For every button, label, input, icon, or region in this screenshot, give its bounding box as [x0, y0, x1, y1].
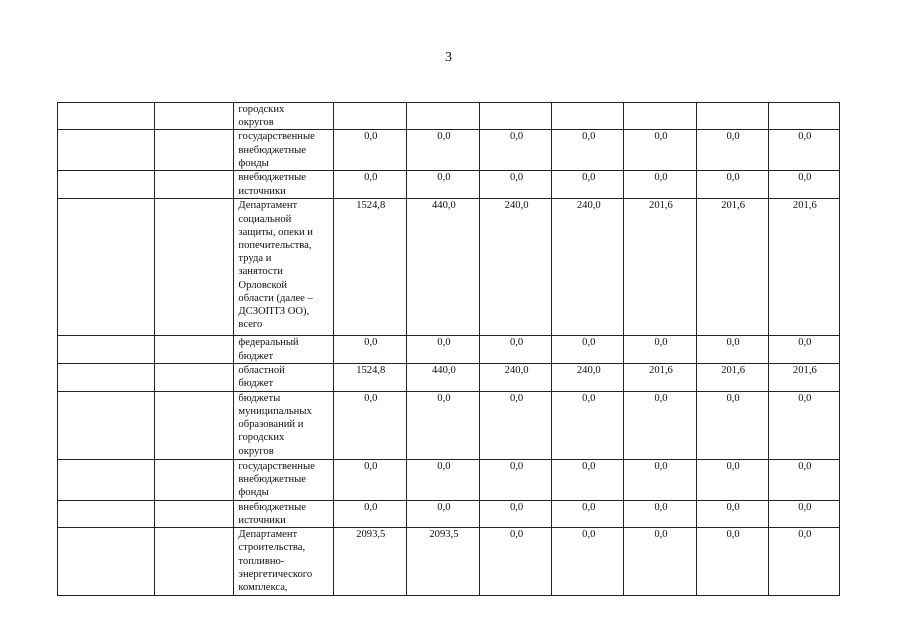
amount-cell: 240,0 — [552, 199, 624, 336]
empty-number-cell — [58, 199, 155, 336]
amount-cell: 0,0 — [624, 130, 696, 171]
amount-cell: 201,6 — [624, 363, 696, 391]
funding-source-line: источники — [238, 515, 286, 527]
amount-cell: 0,0 — [552, 171, 624, 199]
amount-cell — [333, 103, 406, 130]
amount-cell: 0,0 — [480, 459, 552, 500]
empty-number-cell — [58, 528, 155, 596]
amount-cell: 0,0 — [552, 391, 624, 459]
amount-cell: 0,0 — [552, 459, 624, 500]
amount-cell: 0,0 — [406, 336, 479, 363]
amount-cell: 0,0 — [696, 391, 768, 459]
funding-source-line: государственные — [238, 460, 315, 472]
amount-cell: 2093,5 — [333, 528, 406, 596]
funding-source-line: фонды — [238, 157, 269, 169]
funding-source-line: округов — [238, 445, 274, 457]
empty-program-cell — [155, 199, 234, 336]
amount-cell: 0,0 — [406, 500, 479, 527]
funding-source-line: бюджеты — [238, 392, 281, 404]
funding-source-line: области (далее – — [238, 292, 313, 304]
funding-source-cell — [234, 130, 333, 171]
funding-source-line: муниципальных — [238, 406, 312, 418]
table-row — [58, 130, 840, 171]
amount-cell: 1524,8 — [333, 199, 406, 336]
funding-source-line: комплекса, — [238, 582, 288, 594]
amount-cell — [552, 103, 624, 130]
amount-cell: 0,0 — [768, 500, 839, 527]
empty-program-cell — [155, 500, 234, 527]
empty-program-cell — [155, 528, 234, 596]
table-row — [58, 391, 840, 459]
amount-cell: 0,0 — [480, 391, 552, 459]
empty-program-cell — [155, 459, 234, 500]
amount-cell: 0,0 — [624, 459, 696, 500]
page-number: 3 — [445, 50, 452, 65]
funding-source-cell — [234, 171, 333, 199]
funding-source-line: областной — [238, 364, 285, 376]
amount-cell: 0,0 — [696, 336, 768, 363]
funding-source-line: Орловской — [238, 279, 288, 291]
amount-cell: 0,0 — [333, 459, 406, 500]
funding-source-line: Департамент — [238, 200, 298, 212]
funding-source-line: Департамент — [238, 529, 298, 541]
amount-cell: 0,0 — [552, 130, 624, 171]
amount-cell: 0,0 — [406, 130, 479, 171]
amount-cell: 0,0 — [552, 528, 624, 596]
table-row — [58, 528, 840, 596]
empty-program-cell — [155, 171, 234, 199]
funding-source-line: городских — [238, 432, 285, 444]
funding-source-line: топливно- — [238, 555, 285, 567]
funding-source-cell — [234, 500, 333, 527]
funding-source-line: попечительства, — [238, 240, 312, 252]
amount-cell: 0,0 — [696, 500, 768, 527]
amount-cell: 0,0 — [406, 391, 479, 459]
empty-number-cell — [58, 391, 155, 459]
funding-source-cell — [234, 103, 333, 130]
funding-source-cell — [234, 528, 333, 596]
amount-cell: 2093,5 — [406, 528, 479, 596]
amount-cell: 0,0 — [480, 500, 552, 527]
amount-cell: 0,0 — [333, 130, 406, 171]
funding-source-line: труда и — [238, 253, 272, 265]
amount-cell — [696, 103, 768, 130]
amount-cell: 0,0 — [480, 528, 552, 596]
amount-cell — [768, 103, 839, 130]
funding-source-line: социальной — [238, 213, 292, 225]
funding-source-cell — [234, 199, 333, 336]
empty-number-cell — [58, 171, 155, 199]
amount-cell — [406, 103, 479, 130]
amount-cell: 0,0 — [768, 130, 839, 171]
amount-cell: 0,0 — [624, 171, 696, 199]
amount-cell: 0,0 — [696, 528, 768, 596]
empty-program-cell — [155, 336, 234, 363]
funding-source-line: округов — [238, 117, 274, 129]
funding-source-line: бюджет — [238, 350, 274, 362]
empty-number-cell — [58, 336, 155, 363]
funding-source-cell — [234, 391, 333, 459]
amount-cell: 440,0 — [406, 363, 479, 391]
amount-cell: 0,0 — [406, 459, 479, 500]
funding-source-line: занятости — [238, 266, 283, 278]
empty-program-cell — [155, 391, 234, 459]
funding-source-line: строительства, — [238, 542, 306, 554]
amount-cell: 0,0 — [624, 500, 696, 527]
amount-cell: 1524,8 — [333, 363, 406, 391]
amount-cell: 0,0 — [768, 391, 839, 459]
amount-cell: 0,0 — [696, 459, 768, 500]
empty-program-cell — [155, 130, 234, 171]
table-row — [58, 103, 840, 130]
amount-cell: 0,0 — [333, 391, 406, 459]
amount-cell: 0,0 — [768, 336, 839, 363]
amount-cell: 0,0 — [768, 171, 839, 199]
table-row — [58, 459, 840, 500]
empty-number-cell — [58, 363, 155, 391]
amount-cell: 201,6 — [624, 199, 696, 336]
amount-cell: 0,0 — [624, 336, 696, 363]
funding-source-line: фонды — [238, 487, 269, 499]
amount-cell: 0,0 — [552, 500, 624, 527]
amount-cell: 0,0 — [624, 528, 696, 596]
funding-source-line: бюджет — [238, 378, 274, 390]
amount-cell: 0,0 — [768, 459, 839, 500]
table-row — [58, 199, 840, 336]
funding-source-cell — [234, 363, 333, 391]
funding-source-line: ДСЗОПТЗ ОО), — [238, 306, 310, 318]
amount-cell: 0,0 — [480, 130, 552, 171]
amount-cell: 0,0 — [333, 500, 406, 527]
table-row — [58, 336, 840, 363]
budget-table — [57, 102, 840, 596]
table-row — [58, 363, 840, 391]
amount-cell: 0,0 — [768, 528, 839, 596]
empty-number-cell — [58, 130, 155, 171]
funding-source-line: внебюджетные — [238, 172, 306, 184]
funding-source-line: государственные — [238, 131, 315, 143]
funding-source-line: внебюджетные — [238, 144, 306, 156]
table-row — [58, 171, 840, 199]
amount-cell: 240,0 — [480, 199, 552, 336]
amount-cell: 0,0 — [696, 130, 768, 171]
empty-number-cell — [58, 103, 155, 130]
funding-source-line: энергетического — [238, 568, 313, 580]
amount-cell: 0,0 — [480, 171, 552, 199]
funding-source-line: городских — [238, 104, 285, 115]
amount-cell: 201,6 — [768, 363, 839, 391]
amount-cell: 0,0 — [552, 336, 624, 363]
amount-cell: 0,0 — [406, 171, 479, 199]
funding-source-line: образований и — [238, 419, 304, 431]
amount-cell: 0,0 — [624, 391, 696, 459]
funding-source-line: внебюджетные — [238, 474, 306, 486]
funding-source-line: источники — [238, 185, 286, 197]
funding-source-line: защиты, опеки и — [238, 226, 313, 238]
amount-cell — [480, 103, 552, 130]
budget-table-body — [58, 103, 840, 596]
table-row — [58, 500, 840, 527]
amount-cell: 201,6 — [696, 363, 768, 391]
empty-program-cell — [155, 103, 234, 130]
amount-cell: 0,0 — [696, 171, 768, 199]
amount-cell: 201,6 — [696, 199, 768, 336]
empty-number-cell — [58, 459, 155, 500]
amount-cell — [624, 103, 696, 130]
amount-cell: 240,0 — [480, 363, 552, 391]
amount-cell: 0,0 — [333, 171, 406, 199]
amount-cell: 0,0 — [333, 336, 406, 363]
funding-source-line: федеральный — [238, 337, 299, 349]
funding-source-cell — [234, 459, 333, 500]
amount-cell: 201,6 — [768, 199, 839, 336]
amount-cell: 440,0 — [406, 199, 479, 336]
empty-program-cell — [155, 363, 234, 391]
funding-source-line: внебюджетные — [238, 501, 306, 513]
amount-cell: 0,0 — [480, 336, 552, 363]
amount-cell: 240,0 — [552, 363, 624, 391]
empty-number-cell — [58, 500, 155, 527]
funding-source-line: всего — [238, 319, 263, 331]
funding-source-cell — [234, 336, 333, 363]
